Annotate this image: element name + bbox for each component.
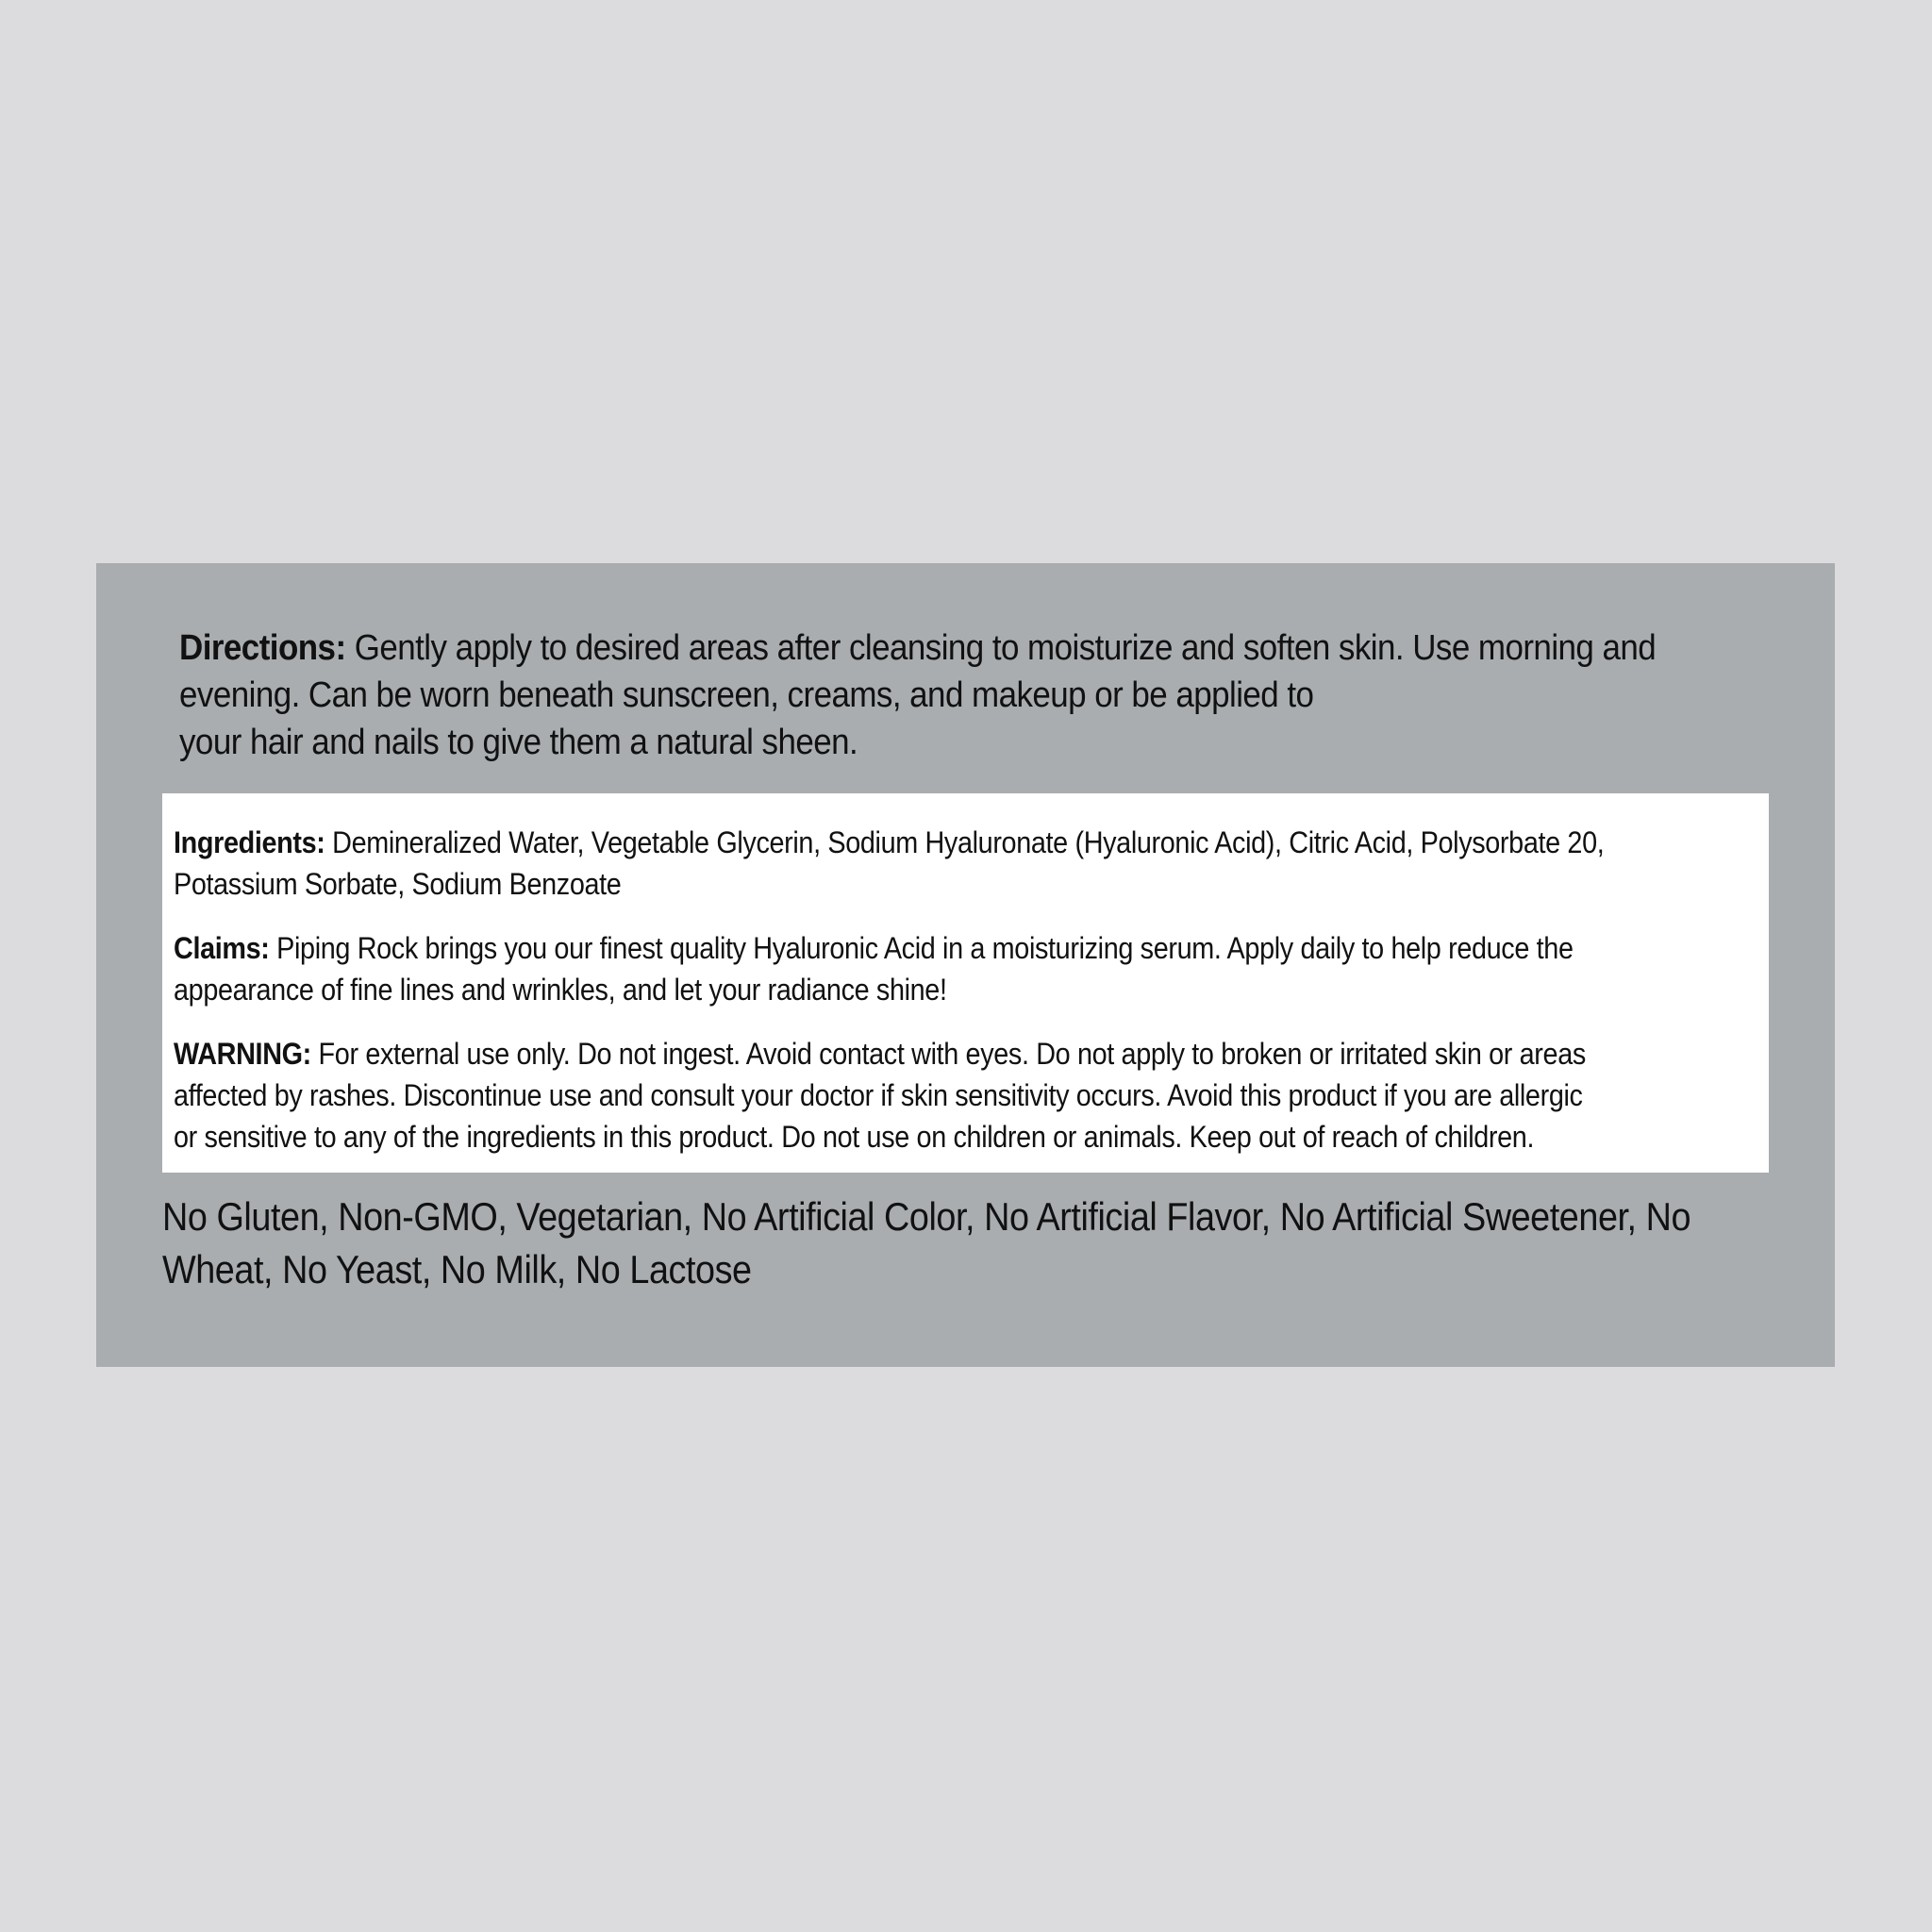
warning-heading: WARNING:: [174, 1037, 311, 1071]
claims-heading: Claims:: [174, 931, 270, 965]
claims-text: Piping Rock brings you our finest quality Hyaluronic Acid in a moisturizing serum. Apply daily to help reduce the: [269, 931, 1574, 965]
ingredients-text: Demineralized Water, Vegetable Glycerin, Sodium Hyaluronate (Hyaluronic Acid), Citric Acid, Polysorbate 20,: [325, 825, 1605, 859]
claims-section: [174, 927, 1753, 1010]
ingredients-line-1: [174, 822, 1753, 863]
directions-line-1: [179, 625, 1655, 672]
warning-section: [174, 1033, 1753, 1158]
label-panel: [96, 563, 1835, 1367]
warning-line-1: [174, 1033, 1753, 1074]
ingredients-heading: Ingredients:: [174, 825, 325, 859]
free-from-statement: [162, 1191, 1775, 1296]
warning-line-3: or sensitive to any of the ingredients in this product. Do not use on children or animals. Keep out of reach of children.: [174, 1120, 1535, 1154]
warning-text: For external use only. Do not ingest. Avoid contact with eyes. Do not apply to broken or irritated skin or areas: [310, 1037, 1586, 1071]
directions-heading: Directions:: [179, 628, 346, 668]
ingredients-line-2: Potassium Sorbate, Sodium Benzoate: [174, 867, 622, 901]
directions-text: Gently apply to desired areas after cleansing to moisturize and soften skin. Use morning and: [345, 628, 1657, 668]
claims-line-1: [174, 927, 1753, 969]
info-box: [162, 793, 1769, 1173]
directions-section: [179, 625, 1655, 766]
free-from-line-2: Wheat, No Yeast, No Milk, No Lactose: [162, 1247, 752, 1291]
ingredients-section: [174, 822, 1753, 905]
directions-line-3: your hair and nails to give them a natural sheen.: [179, 723, 858, 762]
warning-line-2: affected by rashes. Discontinue use and consult your doctor if skin sensitivity occurs. Avoid this product if you are allergic: [174, 1078, 1583, 1112]
claims-line-2: appearance of fine lines and wrinkles, and let your radiance shine!: [174, 973, 947, 1007]
directions-line-2: evening. Can be worn beneath sunscreen, creams, and makeup or be applied to: [179, 675, 1314, 715]
info-content: [174, 822, 1753, 1180]
free-from-line-1: No Gluten, Non-GMO, Vegetarian, No Artificial Color, No Artificial Flavor, No Artificial Sweetener, No: [162, 1194, 1691, 1239]
